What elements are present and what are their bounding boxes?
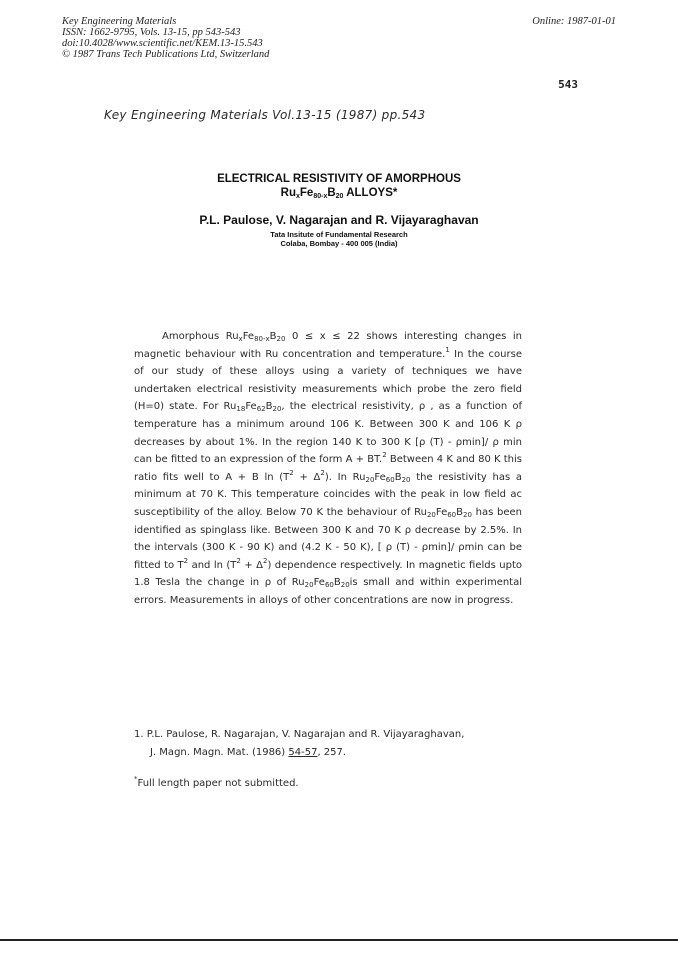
footnote-text: Full length paper not submitted. bbox=[137, 778, 299, 789]
authors: P.L. Paulose, V. Nagarajan and R. Vijayaraghavan bbox=[199, 213, 479, 227]
affiliation-line-1: Tata Insitute of Fundamental Research bbox=[270, 230, 408, 239]
paper-title bbox=[0, 172, 678, 200]
footnote-mark: * bbox=[134, 775, 138, 783]
page-number: 543 bbox=[558, 78, 578, 91]
reference-list bbox=[134, 726, 526, 762]
affiliation bbox=[0, 230, 678, 248]
header-copyright: © 1987 Trans Tech Publications Ltd, Switzerland bbox=[62, 49, 270, 60]
header-journal: Key Engineering Materials bbox=[62, 16, 177, 27]
header-doi[interactable]: doi:10.4028/www.scientific.net/KEM.13-15.543 bbox=[62, 38, 263, 49]
reference-1: 1. P.L. Paulose, R. Nagarajan, V. Nagarajan and R. Vijayaraghavan, bbox=[134, 729, 465, 740]
footnote bbox=[134, 775, 299, 789]
abstract-paragraph: Amorphous $Ru_xFe_{80-x}B_{20}$ 0 ≤ x ≤ 22 shows interesting changes in magnetic behaviour with Ru concentration and temperature.$^1$ In the course of our study of these alloys using a variety of techniques we have undertaken electrical resistivity measurements which probe the zero field (H=0) state. For $Ru_{18}Fe_{62}B_{20}$, the electrical resistivity, ρ , as a function of temperature has a minimum around 106 K. Between 300 K and 106 K ρ decreases by about 1%. In the region 140 K to 300 K [ρ (T) - ρmin]/ ρ min can be fitted to an expression of the form A + BT.$^2$ Between 4 K and 80 K this ratio fits well to A + B $\ln (T^2 + \Delta^2)$. In $Ru_{20}Fe_{60}B_{20}$ the resistivity has a minimum at 70 K. This temperature coincides with the peak in low field ac susceptibility of the alloy. Below 70 K the behaviour of $Ru_{20}Fe_{60}B_{20}$ has been identified as spinglass like. Between 300 K and 70 K ρ decrease by 2.5%. In the intervals (300 K - 90 K) and (4.2 K - 50 K), [ ρ (T) - ρmin]/ ρmin can be fitted to $T^2$ and $\ln (T^2 + \Delta^2)$ dependence respectively. In magnetic fields upto 1.8 Tesla the change in ρ of $Ru_{20}Fe_{60}B_{20}is$ small and within experimental errors. Measurements in alloys of other concentrations are now in progress. bbox=[134, 331, 523, 606]
affiliation-line-2: Colaba, Bombay - 400 005 (India) bbox=[280, 239, 398, 248]
reference-volume: 54-57 bbox=[288, 747, 318, 758]
title-line-1: ELECTRICAL RESISTIVITY OF AMORPHOUS bbox=[217, 173, 461, 185]
header-online-date: Online: 1987-01-01 bbox=[532, 16, 616, 27]
reference-1-citation: J. Magn. Magn. Mat. (1986) 54-57, 257. bbox=[150, 747, 347, 758]
abstract bbox=[134, 328, 522, 610]
title-line-2: $Ru_xFe_{80-x}B_{20}$ ALLOYS* bbox=[280, 187, 398, 200]
journal-line: Key Engineering Materials Vol.13-15 (1987) pp.543 bbox=[104, 108, 426, 122]
header-issn: ISSN: 1662-9795, Vols. 13-15, pp 543-543 bbox=[62, 27, 241, 38]
publication-header bbox=[62, 16, 269, 60]
page-bottom-rule bbox=[0, 939, 678, 941]
